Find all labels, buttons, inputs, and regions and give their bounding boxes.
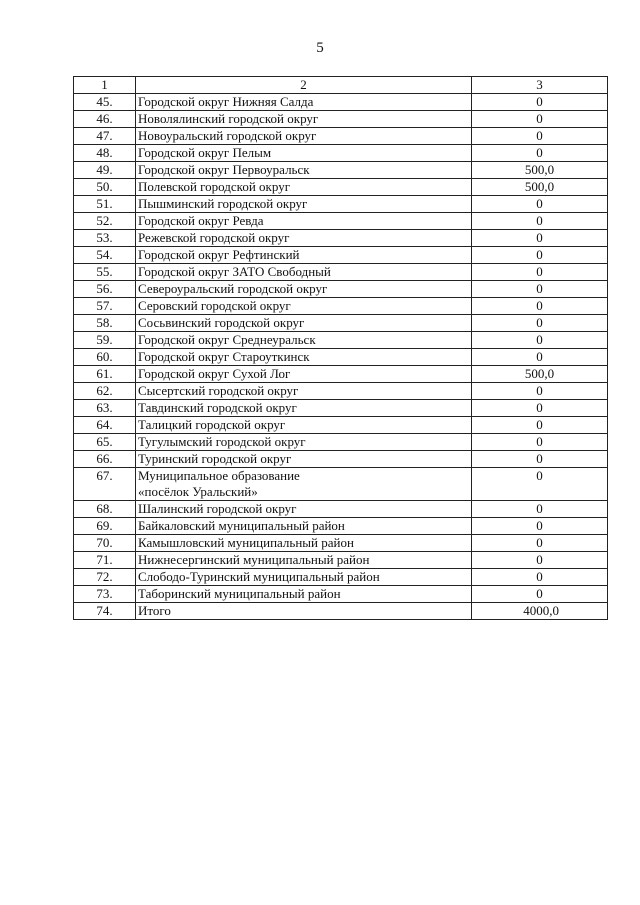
amount-value: 0: [472, 501, 608, 518]
amount-value: 0: [472, 264, 608, 281]
table-row: [74, 145, 608, 162]
table-header-row: [74, 77, 608, 94]
municipality-name: Тугулымский городской округ: [136, 434, 472, 451]
table-row: [74, 552, 608, 569]
table-row: [74, 264, 608, 281]
municipality-name: Городской округ ЗАТО Свободный: [136, 264, 472, 281]
municipality-name: Тавдинский городской округ: [136, 400, 472, 417]
municipality-name: Городской округ Нижняя Салда: [136, 94, 472, 111]
municipality-name: Городской округ Ревда: [136, 213, 472, 230]
table-row: [74, 179, 608, 196]
amount-value: 0: [472, 451, 608, 468]
table-row: [74, 281, 608, 298]
municipality-name: Талицкий городской округ: [136, 417, 472, 434]
table-row: [74, 434, 608, 451]
row-number: 65.: [74, 434, 136, 451]
row-number: 68.: [74, 501, 136, 518]
amount-value: 0: [472, 315, 608, 332]
amount-value: 0: [472, 332, 608, 349]
table-row: [74, 501, 608, 518]
amount-value: 0: [472, 247, 608, 264]
header-col-2: 2: [136, 77, 472, 94]
municipality-name: Нижнесергинский муниципальный район: [136, 552, 472, 569]
amount-value: 0: [472, 552, 608, 569]
total-label: Итого: [136, 603, 472, 620]
municipality-name: Туринский городской округ: [136, 451, 472, 468]
row-number: 58.: [74, 315, 136, 332]
amount-value: 0: [472, 94, 608, 111]
row-number: 51.: [74, 196, 136, 213]
table-row: [74, 586, 608, 603]
row-number: 47.: [74, 128, 136, 145]
municipality-name: Шалинский городской округ: [136, 501, 472, 518]
table-row: [74, 535, 608, 552]
total-row: [74, 603, 608, 620]
row-number: 72.: [74, 569, 136, 586]
allocation-table: [73, 76, 608, 620]
total-value: 4000,0: [472, 603, 608, 620]
row-number: 48.: [74, 145, 136, 162]
row-number: 60.: [74, 349, 136, 366]
amount-value: 0: [472, 213, 608, 230]
municipality-name: Североуральский городской округ: [136, 281, 472, 298]
header-col-1: 1: [74, 77, 136, 94]
row-number: 57.: [74, 298, 136, 315]
row-number: 66.: [74, 451, 136, 468]
table-row: [74, 315, 608, 332]
row-number: 69.: [74, 518, 136, 535]
table-row: [74, 518, 608, 535]
municipality-name: Серовский городской округ: [136, 298, 472, 315]
amount-value: 0: [472, 417, 608, 434]
municipality-name-line-1: Муниципальное образование: [138, 468, 300, 483]
municipality-name: Камышловский муниципальный район: [136, 535, 472, 552]
row-number: 71.: [74, 552, 136, 569]
amount-value: 0: [472, 569, 608, 586]
row-number: 53.: [74, 230, 136, 247]
row-number: 46.: [74, 111, 136, 128]
amount-value: 0: [472, 128, 608, 145]
row-number: 45.: [74, 94, 136, 111]
municipality-name: Новоуральский городской округ: [136, 128, 472, 145]
row-number: 59.: [74, 332, 136, 349]
table-row: [74, 128, 608, 145]
amount-value: 500,0: [472, 162, 608, 179]
table-row: [74, 468, 608, 501]
municipality-name: Городской округ Рефтинский: [136, 247, 472, 264]
municipality-name: Режевской городской округ: [136, 230, 472, 247]
municipality-name: Городской округ Среднеуральск: [136, 332, 472, 349]
table-row: [74, 451, 608, 468]
row-number: 55.: [74, 264, 136, 281]
row-number: 62.: [74, 383, 136, 400]
row-number: 61.: [74, 366, 136, 383]
municipality-name: Полевской городской округ: [136, 179, 472, 196]
municipality-name: [136, 468, 472, 501]
row-number: 52.: [74, 213, 136, 230]
amount-value: 0: [472, 400, 608, 417]
table-row: [74, 298, 608, 315]
amount-value: 500,0: [472, 179, 608, 196]
table-row: [74, 332, 608, 349]
table-row: [74, 383, 608, 400]
municipality-name: Городской округ Первоуральск: [136, 162, 472, 179]
row-number: 70.: [74, 535, 136, 552]
municipality-name: Городской округ Староуткинск: [136, 349, 472, 366]
table-row: [74, 400, 608, 417]
row-number: 54.: [74, 247, 136, 264]
amount-value: 0: [472, 518, 608, 535]
row-number: 56.: [74, 281, 136, 298]
amount-value: 0: [472, 434, 608, 451]
amount-value: 0: [472, 468, 608, 501]
page-number: 5: [316, 40, 324, 56]
header-col-3: 3: [472, 77, 608, 94]
amount-value: 0: [472, 230, 608, 247]
municipality-name: Таборинский муниципальный район: [136, 586, 472, 603]
municipality-name: Новолялинский городской округ: [136, 111, 472, 128]
table-row: [74, 94, 608, 111]
amount-value: 0: [472, 145, 608, 162]
table-row: [74, 111, 608, 128]
amount-value: 0: [472, 383, 608, 400]
municipality-name: Городской округ Сухой Лог: [136, 366, 472, 383]
table-row: [74, 213, 608, 230]
amount-value: 0: [472, 298, 608, 315]
amount-value: 0: [472, 349, 608, 366]
amount-value: 0: [472, 111, 608, 128]
table-row: [74, 349, 608, 366]
municipality-name: Пышминский городской округ: [136, 196, 472, 213]
municipality-name: Сосьвинский городской округ: [136, 315, 472, 332]
municipality-name: Слободо-Туринский муниципальный район: [136, 569, 472, 586]
amount-value: 500,0: [472, 366, 608, 383]
amount-value: 0: [472, 281, 608, 298]
row-number: 67.: [74, 468, 136, 501]
table-row: [74, 366, 608, 383]
municipality-name: Городской округ Пелым: [136, 145, 472, 162]
row-number: 50.: [74, 179, 136, 196]
row-number: 63.: [74, 400, 136, 417]
amount-value: 0: [472, 586, 608, 603]
row-number: 73.: [74, 586, 136, 603]
row-number: 74.: [74, 603, 136, 620]
municipality-name-line-2: «посёлок Уральский»: [138, 484, 258, 499]
amount-value: 0: [472, 535, 608, 552]
table-row: [74, 162, 608, 179]
amount-value: 0: [472, 196, 608, 213]
table-row: [74, 247, 608, 264]
municipality-name: Сысертский городской округ: [136, 383, 472, 400]
table-row: [74, 569, 608, 586]
table-row: [74, 417, 608, 434]
table-row: [74, 196, 608, 213]
table-row: [74, 230, 608, 247]
row-number: 64.: [74, 417, 136, 434]
municipality-name: Байкаловский муниципальный район: [136, 518, 472, 535]
row-number: 49.: [74, 162, 136, 179]
